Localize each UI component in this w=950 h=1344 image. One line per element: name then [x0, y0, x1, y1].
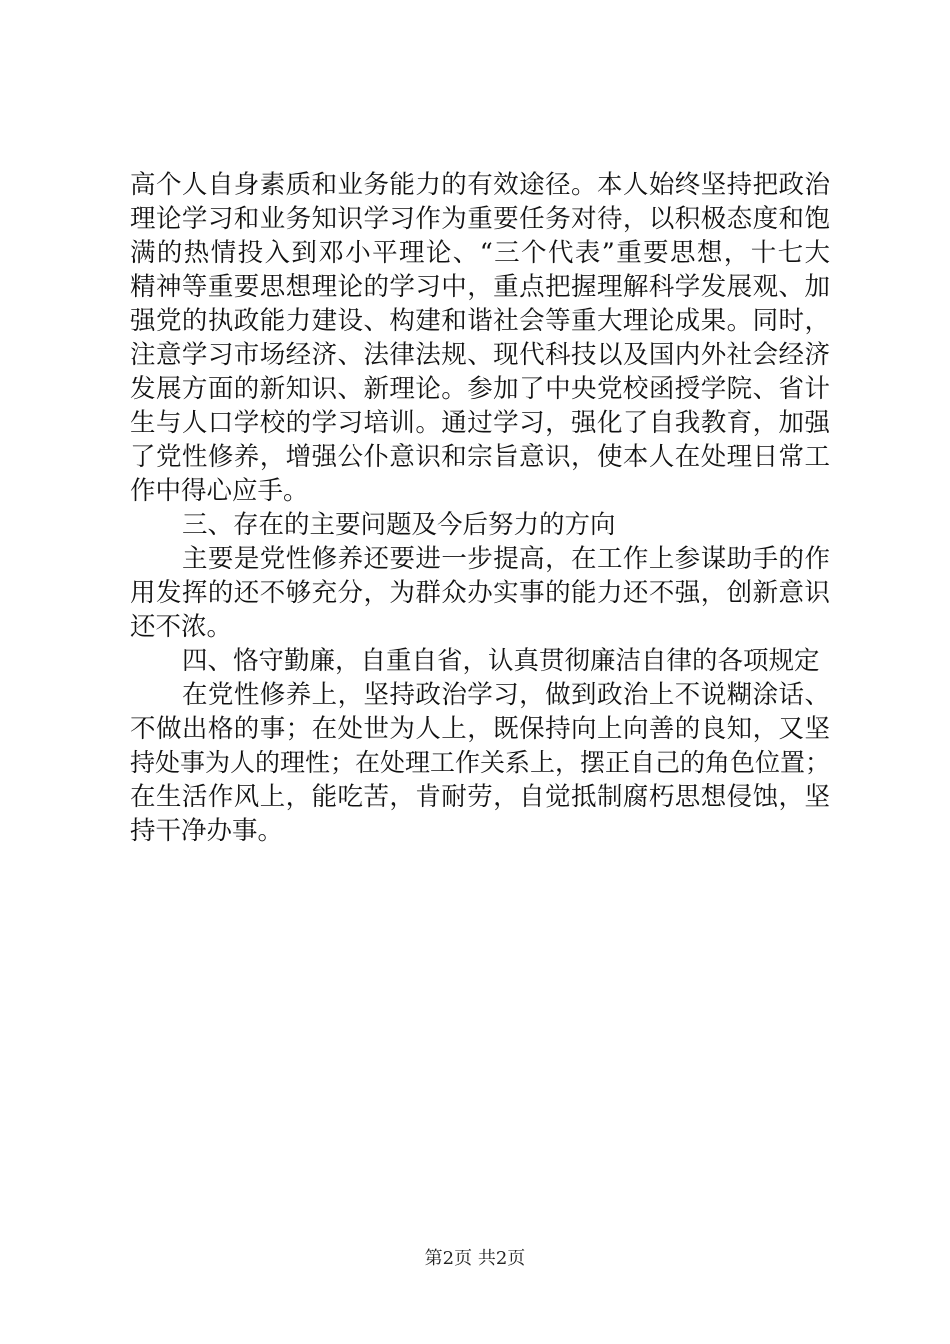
paragraph-line: 注意学习市场经济、法律法规、现代科技以及国内外社会经济: [130, 340, 830, 370]
paragraph-line: 发展方面的新知识、新理论。参加了中央党校函授学院、省计: [130, 374, 830, 404]
paragraph-line: 用发挥的还不够充分，为群众办实事的能力还不强，创新意识: [130, 578, 830, 608]
paragraph-line: 满的热情投入到邓小平理论、“三个代表”重要思想，十七大: [130, 238, 830, 268]
section-heading-4: 四、恪守勤廉，自重自省，认真贯彻廉洁自律的各项规定: [182, 646, 820, 676]
paragraph-line: 主要是党性修养还要进一步提高，在工作上参谋助手的作: [182, 544, 830, 574]
paragraph-line: 持处事为人的理性；在处理工作关系上，摆正自己的角色位置；: [130, 748, 831, 777]
paragraph-line: 在生活作风上，能吃苦，肯耐劳，自觉抵制腐朽思想侵蚀，坚: [130, 782, 830, 812]
paragraph-line: 精神等重要思想理论的学习中，重点把握理解科学发展观、加: [130, 272, 830, 302]
paragraph-line: 生与人口学校的学习培训。通过学习，强化了自我教育，加强: [130, 408, 830, 438]
section-heading-3: 三、存在的主要问题及今后努力的方向: [182, 510, 616, 540]
paragraph-line: 理论学习和业务知识学习作为重要任务对待，以积极态度和饱: [130, 204, 830, 234]
paragraph-line: 了党性修养，增强公仆意识和宗旨意识，使本人在处理日常工: [130, 442, 830, 472]
page-footer: 第2页 共2页: [424, 1248, 526, 1269]
paragraph-line: 还不浓。: [130, 612, 233, 642]
paragraph-line: 高个人自身素质和业务能力的有效途径。本人始终坚持把政治: [130, 170, 830, 200]
paragraph-line: 不做出格的事；在处世为人上，既保持向上向善的良知，又坚: [130, 714, 830, 744]
document-body: [130, 168, 830, 848]
paragraph-line: 持干净办事。: [130, 816, 284, 846]
paragraph-line: 作中得心应手。: [130, 476, 309, 506]
paragraph-line: 在党性修养上，坚持政治学习，做到政治上不说糊涂话、: [182, 680, 830, 710]
paragraph-line: 强党的执政能力建设、构建和谐社会等重大理论成果。同时，: [130, 306, 830, 336]
